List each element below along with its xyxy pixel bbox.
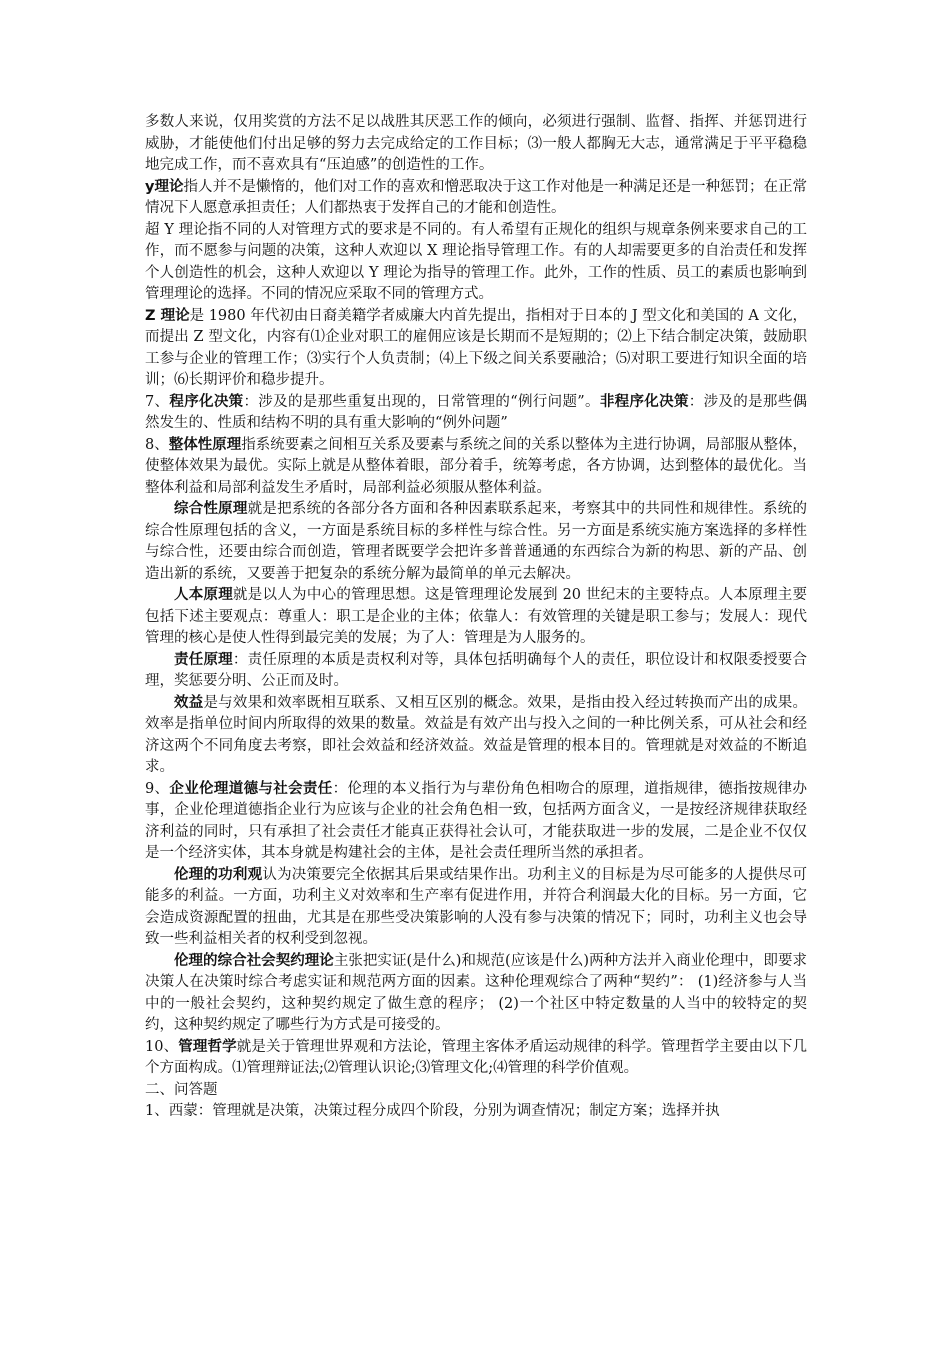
term-business-ethics: 企业伦理道德与社会责任 (169, 780, 333, 797)
term-synthesis-principle: 综合性原理 (174, 501, 248, 517)
term-responsibility-principle: 责任原理 (174, 651, 233, 668)
paragraph-simon: 1、西蒙：管理就是决策，决策过程分成四个阶段，分别为调查情况；制定方案；选择并执 (145, 1103, 720, 1119)
term-y-theory: y理论 (145, 178, 184, 195)
term-holistic-principle: 整体性原理 (168, 436, 242, 453)
document-body (145, 112, 807, 1123)
term-utilitarian-view: 伦理的功利观 (174, 866, 263, 883)
term-z-theory: Z 理论 (145, 307, 190, 324)
paragraph-z-theory: Z 理论是 1980 年代初由日裔美籍学者威廉大内首先提出，指相对于日本的 J 型文化和美国的 A 文化，而提出 Z 型文化，内容有⑴企业对职工的雇佣应该是长期而不是短期的；⑵上下结合制定决策，鼓励职工参与企业的管理工作；⑶实行个人负责制；⑷上下级之间关系要融洽；⑸对职工要进行知识全面的培训；⑹长期评价和稳步提升。 (145, 307, 808, 388)
paragraph-social-contract: 伦理的综合社会契约理论主张把实证(是什么)和规范(应该是什么)两种方法并入商业伦理中，即要求决策人在决策时综合考虑实证和规范两方面的因素。这种伦理观综合了两种“契约”： (1)经济参与人当中的一般社会契约，这种契约规定了做生意的程序； (2)一个社区中特定数量的人当中的较特定的契约，这种契约规定了哪些行为方式是可接受的。 (145, 952, 807, 1033)
paragraph-x-theory-cont: 多数人来说，仅用奖赏的方法不足以战胜其厌恶工作的倾向，必须进行强制、监督、指挥、并惩罚进行威胁，才能使他们付出足够的努力去完成给定的工作目标；⑶一般人都胸无大志，通常满足于平平稳稳地完成工作，而不喜欢具有“压迫感”的创造性的工作。 (145, 114, 807, 173)
paragraph-business-ethics: 9、企业伦理道德与社会责任：伦理的本义指行为与辈份角色相吻合的原理，道指规律，德指按规律办事，企业伦理道德指企业行为应该与企业的社会角色相一致，包括两方面含义，一是按经济规律获取经济利益的同时，只有承担了社会责任才能真正获得社会认可，才能获取进一步的发展，二是企业不仅仅是一个经济实体，其本身就是构建社会的主体，是社会责任理所当然的承担者。 (145, 780, 808, 861)
paragraph-super-y-theory: 超 Y 理论指不同的人对管理方式的要求是不同的。有人希望有正规化的组织与规章条例来要求自己的工作，而不愿参与问题的决策，这种人欢迎以 X 理论指导管理工作。有的人却需要更多的自治责任和发挥个人创造性的机会，这种人欢迎以 Y 理论为指导的管理工作。此外，工作的性质、员工的素质也影响到管理理论的选择。不同的情况应采取不同的管理方式。 (145, 221, 807, 302)
paragraph-benefit: 效益是与效果和效率既相互联系、又相互区别的概念。效果，是指由投入经过转换而产出的成果。效率是指单位时间内所取得的效果的数量。效益是有效产出与投入之间的一种比例关系，可从社会和经济这两个不同角度去考察，即社会效益和经济效益。效益是管理的根本目的。管理就是对效益的不断追求。 (145, 694, 807, 775)
section-heading-qa: 二、问答题 (145, 1081, 218, 1098)
term-social-contract: 伦理的综合社会契约理论 (174, 952, 334, 969)
paragraph-management-philosophy: 10、管理哲学就是关于管理世界观和方法论，管理主客体矛盾运动规律的科学。管理哲学主要由以下几个方面构成。⑴管理辩证法;⑵管理认识论;⑶管理文化;⑷管理的科学价值观。 (145, 1038, 808, 1076)
term-management-philosophy: 管理哲学 (178, 1038, 237, 1055)
paragraph-holistic-principle: 8、整体性原理指系统要素之间相互关系及要素与系统之间的关系以整体为主进行协调，局部服从整体，使整体效果为最优。实际上就是从整体着眼，部分着手，统筹考虑，各方协调，达到整体的最优化。当整体利益和局部利益发生矛盾时，局部利益必须服从整体利益。 (145, 436, 808, 496)
term-benefit: 效益 (174, 694, 204, 711)
paragraph-decision-types: 7、程序化决策：涉及的是那些重复出现的，日常管理的“例行问题”。非程序化决策：涉及的是那些偶然发生的、性质和结构不明的具有重大影响的“例外问题” (145, 393, 808, 431)
paragraph-utilitarian-view: 伦理的功利观认为决策要完全依据其后果或结果作出。功利主义的目标是为尽可能多的人提供尽可能多的利益。一方面，功利主义对效率和生产率有促进作用，并符合利润最大化的目标。另一方面，它会造成资源配置的扭曲，尤其是在那些受决策影响的人没有参与决策的情况下；同时，功利主义也会导致一些利益相关者的权利受到忽视。 (145, 866, 807, 947)
paragraph-human-principle: 人本原理就是以人为中心的管理思想。这是管理理论发展到 20 世纪末的主要特点。人本原理主要包括下述主要观点：尊重人：职工是企业的主体；依靠人：有效管理的关键是职工参与；发展人：现代管理的核心是使人性得到最完美的发展；为了人：管理是为人服务的。 (145, 587, 807, 646)
paragraph-responsibility-principle: 责任原理：责任原理的本质是责权利对等，具体包括明确每个人的责任，职位设计和权限委授要合理，奖惩要分明、公正而及时。 (145, 651, 807, 689)
term-human-principle: 人本原理 (174, 587, 234, 603)
paragraph-synthesis-principle: 综合性原理就是把系统的各部分各方面和各种因素联系起来，考察其中的共同性和规律性。系统的综合性原理包括的含义，一方面是系统目标的多样性与综合性。另一方面是系统实施方案选择的多样性与综合性，还要由综合而创造，管理者既要学会把许多普普通通的东西综合为新的构思、新的产品、创造出新的系统，又要善于把复杂的系统分解为最简单的单元去解决。 (145, 501, 808, 582)
paragraph-y-theory: y理论指人并不是懒惰的，他们对工作的喜欢和憎恶取决于这工作对他是一种满足还是一种惩罚；在正常情况下人愿意承担责任；人们都热衷于发挥自己的才能和创造性。 (145, 178, 808, 216)
term-programmed-decision: 程序化决策 (169, 393, 244, 410)
term-nonprogrammed-decision: 非程序化决策 (599, 393, 689, 410)
